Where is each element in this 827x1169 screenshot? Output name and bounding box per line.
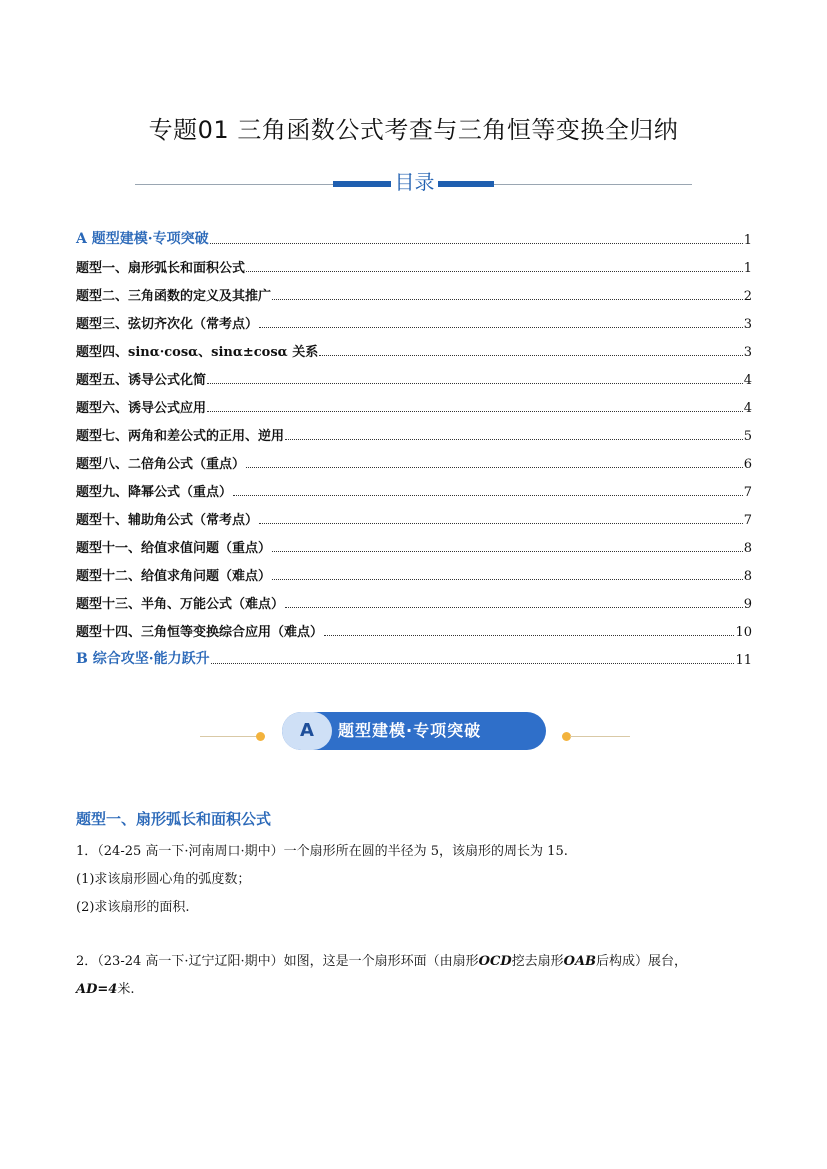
toc-entry[interactable] — [76, 416, 752, 444]
toc-header — [135, 166, 692, 196]
toc-leader-dots — [211, 663, 735, 664]
toc-entry[interactable] — [76, 584, 752, 612]
toc-leader-dots — [210, 243, 743, 244]
toc-leader-dots — [272, 579, 743, 580]
banner-line-left — [200, 736, 262, 737]
q2-ad: AD=4 — [76, 982, 118, 997]
q2-text-d: 米. — [117, 982, 135, 997]
toc-entry-title: 题型二、三角函数的定义及其推广 — [76, 289, 272, 304]
banner-badge: A — [282, 712, 332, 750]
toc-leader-dots — [259, 327, 743, 328]
toc-entry-page: 3 — [743, 317, 752, 332]
banner-text: 题型建模·专项突破 — [338, 721, 482, 740]
toc-entry-page: 6 — [743, 457, 752, 472]
toc-entry-title: 题型六、诱导公式应用 — [76, 401, 207, 416]
toc-leader-dots — [324, 635, 734, 636]
toc-entry[interactable] — [76, 500, 752, 528]
toc-entry[interactable] — [76, 360, 752, 388]
toc-bar-left — [333, 181, 391, 187]
toc-entry-title: 题型十三、半角、万能公式（难点） — [76, 597, 285, 612]
toc-entry-title: 题型十一、给值求值问题（重点） — [76, 541, 272, 556]
toc-entry-title: 题型五、诱导公式化简 — [76, 373, 207, 388]
toc-entry-page: 9 — [743, 597, 752, 612]
toc-entry-page: 10 — [735, 625, 752, 640]
toc-entry-title: 题型三、弦切齐次化（常考点） — [76, 317, 259, 332]
banner-pill — [282, 712, 546, 750]
toc-entry[interactable] — [76, 220, 752, 248]
toc-entry-page: 8 — [743, 569, 752, 584]
toc-leader-dots — [285, 439, 743, 440]
toc-entry-title: A 题型建模·专项突破 — [76, 231, 209, 247]
toc-entry-page: 11 — [735, 653, 752, 668]
q2-text-a: 2．（23-24 高一下·辽宁辽阳·期中）如图，这是一个扇形环面（由扇形 — [76, 954, 479, 969]
toc-leader-dots — [272, 551, 743, 552]
toc-entry-title: 题型十、辅助角公式（常考点） — [76, 513, 259, 528]
toc-entry-page: 4 — [743, 373, 752, 388]
toc-entry-page: 2 — [743, 289, 752, 304]
question-1-line-1: 1．（24-25 高一下·河南周口·期中）一个扇形所在圆的半径为 5，该扇形的周长为 15. — [76, 844, 568, 859]
toc-entry[interactable] — [76, 556, 752, 584]
toc-entry-page: 8 — [743, 541, 752, 556]
toc-entry-title: B 综合攻坚·能力跃升 — [76, 651, 210, 667]
toc-bar-right — [438, 181, 494, 187]
toc-entry[interactable] — [76, 276, 752, 304]
toc-leader-dots — [207, 411, 743, 412]
toc-leader-dots — [246, 271, 743, 272]
toc-entry-page: 7 — [743, 485, 752, 500]
question-2-line-1 — [76, 952, 756, 972]
banner-line-right — [570, 736, 630, 737]
toc-entry[interactable] — [76, 332, 752, 360]
toc-entry-page: 4 — [743, 401, 752, 416]
toc-entry[interactable] — [76, 388, 752, 416]
q2-oab: OAB — [563, 954, 597, 969]
toc-entry-page: 5 — [743, 429, 752, 444]
toc-leader-dots — [285, 607, 743, 608]
toc-entry[interactable] — [76, 444, 752, 472]
toc-entry[interactable] — [76, 472, 752, 500]
toc-entry-page: 3 — [743, 345, 752, 360]
toc-entry-title: 题型四、sinα·cosα、sinα±cosα 关系 — [76, 345, 319, 360]
toc-leader-dots — [246, 467, 743, 468]
question-1-part-2: (2)求该扇形的面积. — [76, 900, 190, 915]
q2-ocd: OCD — [478, 954, 512, 969]
question-1-part-1: (1)求该扇形圆心角的弧度数； — [76, 872, 251, 887]
toc-entry-title: 题型九、降幂公式（重点） — [76, 485, 233, 500]
toc-entry-page: 7 — [743, 513, 752, 528]
toc-entry-title: 题型七、两角和差公式的正用、逆用 — [76, 429, 285, 444]
toc-label: 目录 — [391, 166, 438, 195]
toc-entry[interactable] — [76, 304, 752, 332]
toc-entry[interactable] — [76, 528, 752, 556]
banner-dot-left — [256, 732, 265, 741]
section-heading: 题型一、扇形弧长和面积公式 — [76, 810, 272, 828]
toc-entry-title: 题型十四、三角恒等变换综合应用（难点） — [76, 625, 324, 640]
table-of-contents — [76, 220, 752, 668]
toc-entry[interactable] — [76, 248, 752, 276]
toc-entry-title: 题型一、扇形弧长和面积公式 — [76, 261, 246, 276]
toc-leader-dots — [233, 495, 743, 496]
toc-entry-title: 题型十二、给值求角问题（难点） — [76, 569, 272, 584]
toc-entry-page: 1 — [743, 261, 752, 276]
toc-entry[interactable] — [76, 640, 752, 668]
toc-entry-page: 1 — [743, 233, 752, 248]
question-2-line-2 — [76, 980, 756, 1000]
toc-leader-dots — [272, 299, 743, 300]
toc-leader-dots — [319, 355, 743, 356]
section-banner — [200, 712, 630, 752]
toc-leader-dots — [259, 523, 743, 524]
q2-text-b: 挖去扇形 — [511, 954, 564, 969]
toc-entry[interactable] — [76, 612, 752, 640]
q2-text-c: 后构成）展台， — [596, 954, 688, 969]
toc-entry-title: 题型八、二倍角公式（重点） — [76, 457, 246, 472]
toc-leader-dots — [207, 383, 743, 384]
page-title: 专题01 三角函数公式考查与三角恒等变换全归纳 — [148, 116, 679, 144]
